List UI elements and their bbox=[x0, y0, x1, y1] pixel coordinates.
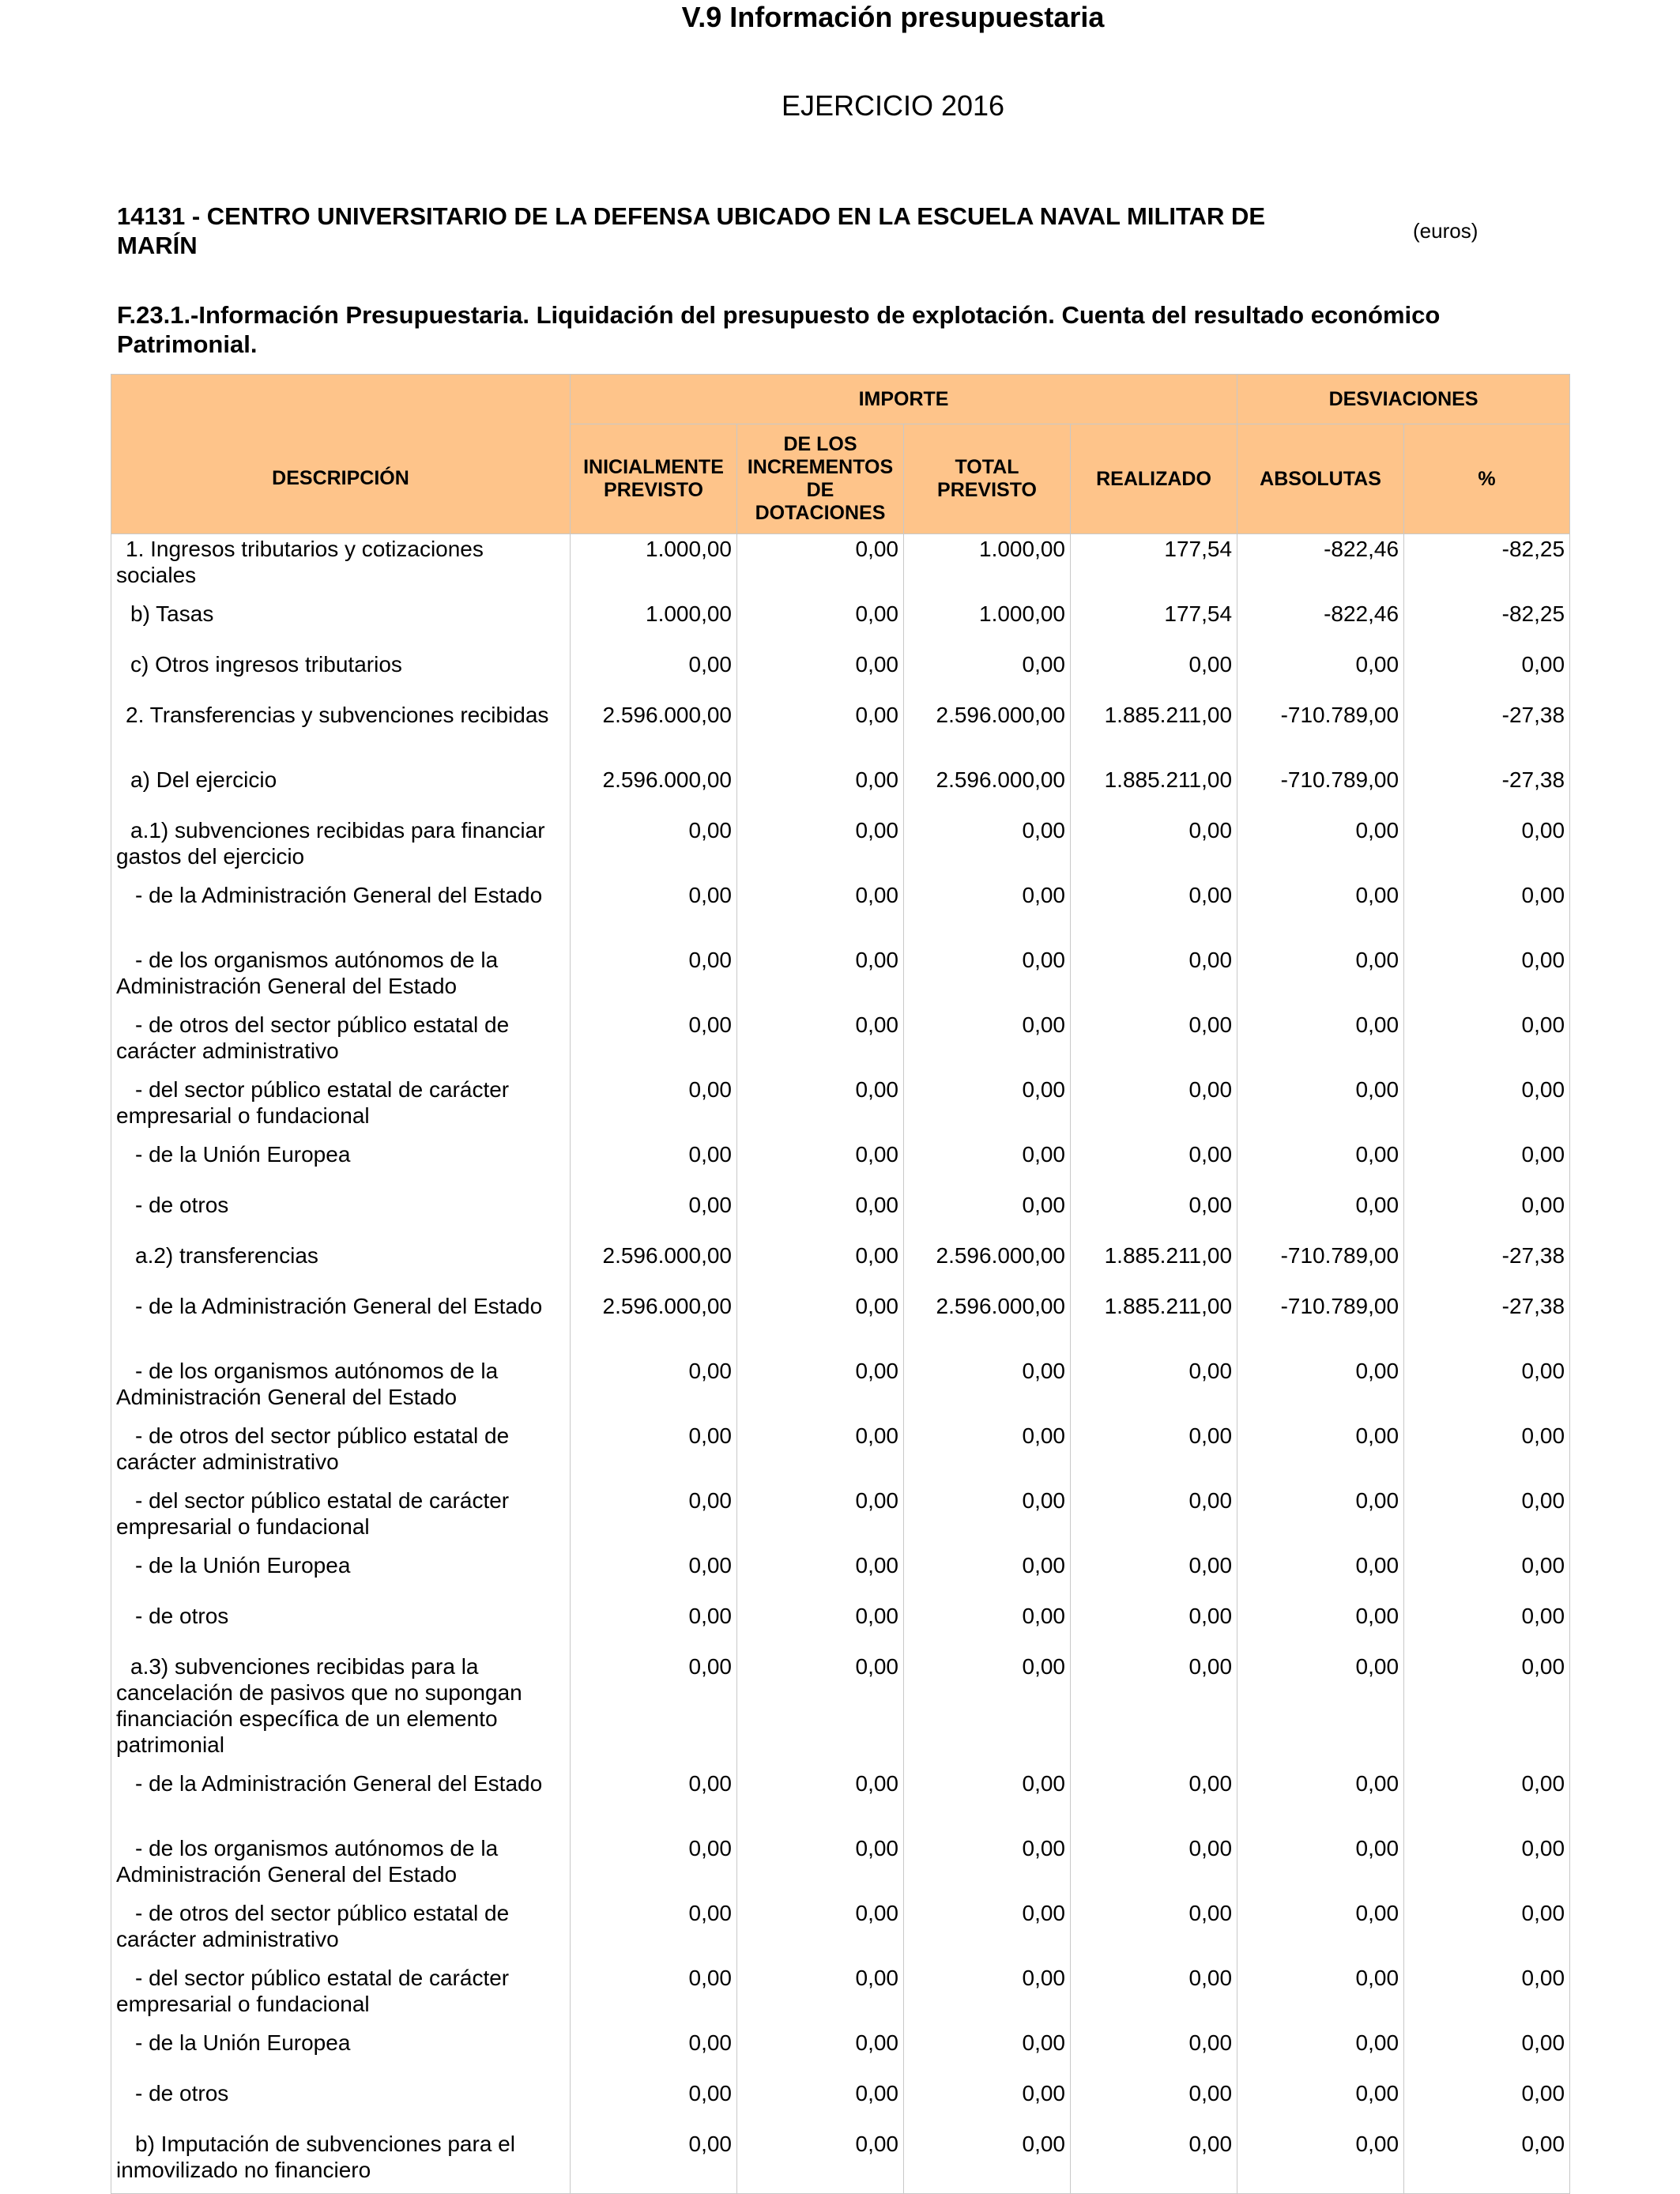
cell-inc: 0,00 bbox=[737, 816, 904, 880]
cell-tot: 0,00 bbox=[904, 1963, 1071, 2028]
cell-tot: 0,00 bbox=[904, 1421, 1071, 1486]
cell-abs: 0,00 bbox=[1237, 650, 1404, 700]
cell-rea: 0,00 bbox=[1071, 880, 1237, 945]
col-header-realizado: REALIZADO bbox=[1071, 424, 1237, 534]
table-row bbox=[111, 1486, 1570, 1551]
cell-rea: 0,00 bbox=[1071, 1898, 1237, 1963]
cell-ini: 0,00 bbox=[571, 880, 737, 945]
cell-tot: 0,00 bbox=[904, 1898, 1071, 1963]
budget-table-body bbox=[111, 534, 1570, 2194]
cell-pct: -27,38 bbox=[1404, 700, 1570, 765]
row-description: - de otros del sector público estatal de carácter administrativo bbox=[111, 1898, 571, 1963]
cell-tot: 0,00 bbox=[904, 880, 1071, 945]
cell-rea: 0,00 bbox=[1071, 650, 1237, 700]
table-row bbox=[111, 1601, 1570, 1652]
cell-ini: 2.596.000,00 bbox=[571, 700, 737, 765]
cell-ini: 0,00 bbox=[571, 2129, 737, 2194]
cell-rea: 0,00 bbox=[1071, 1140, 1237, 1190]
row-description: - del sector público estatal de carácter empresarial o fundacional bbox=[111, 1963, 571, 2028]
col-header-inicialmente-previsto: INICIALMENTE PREVISTO bbox=[571, 424, 737, 534]
row-description: - de la Unión Europea bbox=[111, 1551, 571, 1601]
cell-rea: 1.885.211,00 bbox=[1071, 700, 1237, 765]
group-header-importe: IMPORTE bbox=[571, 375, 1237, 424]
row-description: - de otros bbox=[111, 2079, 571, 2129]
cell-pct: -82,25 bbox=[1404, 534, 1570, 599]
cell-rea: 0,00 bbox=[1071, 2079, 1237, 2129]
cell-abs: 0,00 bbox=[1237, 1421, 1404, 1486]
cell-tot: 0,00 bbox=[904, 1356, 1071, 1421]
row-description: - de otros del sector público estatal de carácter administrativo bbox=[111, 1010, 571, 1075]
cell-ini: 1.000,00 bbox=[571, 534, 737, 599]
table-row bbox=[111, 599, 1570, 650]
table-row bbox=[111, 1652, 1570, 1769]
cell-pct: -27,38 bbox=[1404, 1291, 1570, 1356]
row-description: b) Tasas bbox=[111, 599, 571, 650]
row-description: - de otros bbox=[111, 1601, 571, 1652]
cell-ini: 0,00 bbox=[571, 816, 737, 880]
row-description: 1. Ingresos tributarios y cotizaciones sociales bbox=[111, 534, 571, 599]
group-header-desviaciones: DESVIACIONES bbox=[1237, 375, 1570, 424]
cell-pct: 0,00 bbox=[1404, 2129, 1570, 2194]
table-row bbox=[111, 1190, 1570, 1241]
table-row bbox=[111, 534, 1570, 599]
table-row bbox=[111, 700, 1570, 765]
cell-inc: 0,00 bbox=[737, 1356, 904, 1421]
cell-abs: 0,00 bbox=[1237, 1010, 1404, 1075]
cell-abs: -710.789,00 bbox=[1237, 765, 1404, 816]
table-row bbox=[111, 1356, 1570, 1421]
row-description: c) Otros ingresos tributarios bbox=[111, 650, 571, 700]
cell-abs: -710.789,00 bbox=[1237, 1291, 1404, 1356]
col-header-porcentaje: % bbox=[1404, 424, 1570, 534]
cell-abs: 0,00 bbox=[1237, 1356, 1404, 1421]
cell-inc: 0,00 bbox=[737, 534, 904, 599]
row-description: - de los organismos autónomos de la Administración General del Estado bbox=[111, 1834, 571, 1898]
cell-ini: 0,00 bbox=[571, 1010, 737, 1075]
row-description: - de la Administración General del Estado bbox=[111, 880, 571, 945]
cell-rea: 0,00 bbox=[1071, 945, 1237, 1010]
table-row bbox=[111, 1291, 1570, 1356]
cell-abs: 0,00 bbox=[1237, 880, 1404, 945]
row-description: 2. Transferencias y subvenciones recibidas bbox=[111, 700, 571, 765]
table-row bbox=[111, 1898, 1570, 1963]
cell-inc: 0,00 bbox=[737, 945, 904, 1010]
table-row bbox=[111, 2079, 1570, 2129]
row-description: a.1) subvenciones recibidas para financiar gastos del ejercicio bbox=[111, 816, 571, 880]
cell-inc: 0,00 bbox=[737, 1898, 904, 1963]
cell-inc: 0,00 bbox=[737, 650, 904, 700]
cell-pct: -82,25 bbox=[1404, 599, 1570, 650]
cell-inc: 0,00 bbox=[737, 599, 904, 650]
row-description: - de la Unión Europea bbox=[111, 2028, 571, 2079]
cell-abs: 0,00 bbox=[1237, 816, 1404, 880]
cell-tot: 0,00 bbox=[904, 1486, 1071, 1551]
cell-pct: 0,00 bbox=[1404, 2079, 1570, 2129]
cell-tot: 0,00 bbox=[904, 1075, 1071, 1140]
cell-tot: 0,00 bbox=[904, 2079, 1071, 2129]
cell-tot: 0,00 bbox=[904, 1140, 1071, 1190]
cell-tot: 1.000,00 bbox=[904, 534, 1071, 599]
col-header-total-previsto: TOTAL PREVISTO bbox=[904, 424, 1071, 534]
cell-abs: 0,00 bbox=[1237, 2079, 1404, 2129]
cell-pct: 0,00 bbox=[1404, 1140, 1570, 1190]
cell-abs: 0,00 bbox=[1237, 1075, 1404, 1140]
cell-tot: 0,00 bbox=[904, 1010, 1071, 1075]
cell-inc: 0,00 bbox=[737, 1421, 904, 1486]
table-row bbox=[111, 880, 1570, 945]
row-description: - de otros del sector público estatal de carácter administrativo bbox=[111, 1421, 571, 1486]
cell-tot: 0,00 bbox=[904, 2129, 1071, 2194]
cell-inc: 0,00 bbox=[737, 1291, 904, 1356]
cell-ini: 0,00 bbox=[571, 1486, 737, 1551]
cell-rea: 0,00 bbox=[1071, 1601, 1237, 1652]
cell-rea: 0,00 bbox=[1071, 1834, 1237, 1898]
row-description: - de la Unión Europea bbox=[111, 1140, 571, 1190]
table-row bbox=[111, 1010, 1570, 1075]
table-row bbox=[111, 1140, 1570, 1190]
cell-inc: 0,00 bbox=[737, 1486, 904, 1551]
cell-abs: 0,00 bbox=[1237, 1190, 1404, 1241]
cell-pct: 0,00 bbox=[1404, 1963, 1570, 2028]
table-row bbox=[111, 1551, 1570, 1601]
cell-inc: 0,00 bbox=[737, 1963, 904, 2028]
cell-ini: 0,00 bbox=[571, 650, 737, 700]
page-title: V.9 Información presupuestaria bbox=[681, 1, 1105, 33]
cell-inc: 0,00 bbox=[737, 2079, 904, 2129]
cell-pct: 0,00 bbox=[1404, 1769, 1570, 1834]
cell-pct: 0,00 bbox=[1404, 945, 1570, 1010]
cell-abs: 0,00 bbox=[1237, 1834, 1404, 1898]
table-row bbox=[111, 2129, 1570, 2194]
cell-rea: 1.885.211,00 bbox=[1071, 1241, 1237, 1291]
row-description: a.2) transferencias bbox=[111, 1241, 571, 1291]
table-row bbox=[111, 1241, 1570, 1291]
row-description: - de otros bbox=[111, 1190, 571, 1241]
table-row bbox=[111, 650, 1570, 700]
cell-pct: 0,00 bbox=[1404, 1075, 1570, 1140]
cell-pct: 0,00 bbox=[1404, 1190, 1570, 1241]
row-description: a) Del ejercicio bbox=[111, 765, 571, 816]
cell-rea: 0,00 bbox=[1071, 1551, 1237, 1601]
cell-inc: 0,00 bbox=[737, 2129, 904, 2194]
cell-rea: 177,54 bbox=[1071, 599, 1237, 650]
cell-pct: -27,38 bbox=[1404, 1241, 1570, 1291]
cell-inc: 0,00 bbox=[737, 765, 904, 816]
cell-ini: 0,00 bbox=[571, 1652, 737, 1769]
cell-pct: 0,00 bbox=[1404, 1551, 1570, 1601]
cell-abs: 0,00 bbox=[1237, 1551, 1404, 1601]
cell-abs: 0,00 bbox=[1237, 1140, 1404, 1190]
report-title: F.23.1.-Información Presupuestaria. Liquidación del presupuesto de explotación. Cuenta del resultado económico Patrimonial. bbox=[117, 301, 1441, 358]
cell-rea: 0,00 bbox=[1071, 2028, 1237, 2079]
cell-rea: 0,00 bbox=[1071, 2129, 1237, 2194]
cell-tot: 2.596.000,00 bbox=[904, 1241, 1071, 1291]
cell-abs: 0,00 bbox=[1237, 945, 1404, 1010]
cell-tot: 0,00 bbox=[904, 1601, 1071, 1652]
cell-ini: 0,00 bbox=[571, 945, 737, 1010]
cell-ini: 2.596.000,00 bbox=[571, 765, 737, 816]
budget-table bbox=[111, 374, 1570, 2194]
cell-tot: 0,00 bbox=[904, 816, 1071, 880]
currency-units: (euros) bbox=[1413, 219, 1478, 243]
cell-pct: 0,00 bbox=[1404, 816, 1570, 880]
cell-ini: 0,00 bbox=[571, 1898, 737, 1963]
cell-rea: 0,00 bbox=[1071, 1075, 1237, 1140]
cell-pct: 0,00 bbox=[1404, 1834, 1570, 1898]
entity-name: 14131 - CENTRO UNIVERSITARIO DE LA DEFENSA UBICADO EN LA ESCUELA NAVAL MILITAR DE MARÍN bbox=[117, 202, 1266, 259]
cell-tot: 2.596.000,00 bbox=[904, 1291, 1071, 1356]
cell-abs: -710.789,00 bbox=[1237, 1241, 1404, 1291]
cell-rea: 1.885.211,00 bbox=[1071, 1291, 1237, 1356]
cell-inc: 0,00 bbox=[737, 1010, 904, 1075]
cell-pct: 0,00 bbox=[1404, 650, 1570, 700]
cell-abs: -822,46 bbox=[1237, 534, 1404, 599]
cell-inc: 0,00 bbox=[737, 1551, 904, 1601]
cell-pct: -27,38 bbox=[1404, 765, 1570, 816]
cell-pct: 0,00 bbox=[1404, 1898, 1570, 1963]
cell-pct: 0,00 bbox=[1404, 1601, 1570, 1652]
cell-inc: 0,00 bbox=[737, 1075, 904, 1140]
cell-ini: 0,00 bbox=[571, 1075, 737, 1140]
cell-pct: 0,00 bbox=[1404, 1486, 1570, 1551]
cell-abs: 0,00 bbox=[1237, 1652, 1404, 1769]
cell-ini: 0,00 bbox=[571, 2079, 737, 2129]
row-description: - de la Administración General del Estado bbox=[111, 1769, 571, 1834]
cell-abs: 0,00 bbox=[1237, 1963, 1404, 2028]
table-row bbox=[111, 816, 1570, 880]
cell-inc: 0,00 bbox=[737, 1241, 904, 1291]
cell-pct: 0,00 bbox=[1404, 1652, 1570, 1769]
col-header-absolutas: ABSOLUTAS bbox=[1237, 424, 1404, 534]
fiscal-year: EJERCICIO 2016 bbox=[781, 89, 1005, 122]
cell-rea: 177,54 bbox=[1071, 534, 1237, 599]
cell-tot: 0,00 bbox=[904, 2028, 1071, 2079]
cell-ini: 2.596.000,00 bbox=[571, 1241, 737, 1291]
cell-tot: 0,00 bbox=[904, 945, 1071, 1010]
cell-abs: 0,00 bbox=[1237, 1601, 1404, 1652]
table-row bbox=[111, 765, 1570, 816]
cell-ini: 0,00 bbox=[571, 2028, 737, 2079]
cell-abs: -822,46 bbox=[1237, 599, 1404, 650]
cell-pct: 0,00 bbox=[1404, 1421, 1570, 1486]
cell-abs: 0,00 bbox=[1237, 1769, 1404, 1834]
cell-abs: 0,00 bbox=[1237, 1898, 1404, 1963]
cell-inc: 0,00 bbox=[737, 1601, 904, 1652]
cell-inc: 0,00 bbox=[737, 1140, 904, 1190]
row-description: - de los organismos autónomos de la Administración General del Estado bbox=[111, 945, 571, 1010]
cell-ini: 2.596.000,00 bbox=[571, 1291, 737, 1356]
row-description: b) Imputación de subvenciones para el inmovilizado no financiero bbox=[111, 2129, 571, 2194]
cell-rea: 0,00 bbox=[1071, 1010, 1237, 1075]
cell-rea: 0,00 bbox=[1071, 1486, 1237, 1551]
cell-pct: 0,00 bbox=[1404, 2028, 1570, 2079]
cell-rea: 0,00 bbox=[1071, 1652, 1237, 1769]
table-row bbox=[111, 1834, 1570, 1898]
cell-inc: 0,00 bbox=[737, 880, 904, 945]
cell-abs: -710.789,00 bbox=[1237, 700, 1404, 765]
table-row bbox=[111, 1421, 1570, 1486]
cell-ini: 0,00 bbox=[571, 1356, 737, 1421]
cell-ini: 0,00 bbox=[571, 1551, 737, 1601]
row-description: a.3) subvenciones recibidas para la cancelación de pasivos que no supongan financiación específica de un elemento patrimonial bbox=[111, 1652, 571, 1769]
cell-rea: 1.885.211,00 bbox=[1071, 765, 1237, 816]
cell-rea: 0,00 bbox=[1071, 1421, 1237, 1486]
cell-inc: 0,00 bbox=[737, 1652, 904, 1769]
cell-tot: 2.596.000,00 bbox=[904, 765, 1071, 816]
cell-ini: 0,00 bbox=[571, 1601, 737, 1652]
table-row bbox=[111, 1075, 1570, 1140]
row-description: - de los organismos autónomos de la Administración General del Estado bbox=[111, 1356, 571, 1421]
cell-inc: 0,00 bbox=[737, 1769, 904, 1834]
cell-ini: 0,00 bbox=[571, 1769, 737, 1834]
cell-abs: 0,00 bbox=[1237, 2028, 1404, 2079]
cell-inc: 0,00 bbox=[737, 1190, 904, 1241]
cell-abs: 0,00 bbox=[1237, 1486, 1404, 1551]
row-description: - del sector público estatal de carácter empresarial o fundacional bbox=[111, 1486, 571, 1551]
cell-pct: 0,00 bbox=[1404, 1010, 1570, 1075]
table-row bbox=[111, 945, 1570, 1010]
row-description: - de la Administración General del Estado bbox=[111, 1291, 571, 1356]
cell-tot: 0,00 bbox=[904, 1652, 1071, 1769]
col-header-incrementos: DE LOS INCREMENTOS DE DOTACIONES bbox=[737, 424, 904, 534]
cell-tot: 0,00 bbox=[904, 1834, 1071, 1898]
table-row bbox=[111, 2028, 1570, 2079]
cell-ini: 0,00 bbox=[571, 1190, 737, 1241]
cell-abs: 0,00 bbox=[1237, 2129, 1404, 2194]
cell-inc: 0,00 bbox=[737, 1834, 904, 1898]
cell-ini: 0,00 bbox=[571, 1963, 737, 2028]
cell-tot: 2.596.000,00 bbox=[904, 700, 1071, 765]
cell-rea: 0,00 bbox=[1071, 1769, 1237, 1834]
col-header-descripcion: DESCRIPCIÓN bbox=[111, 375, 571, 534]
cell-ini: 0,00 bbox=[571, 1140, 737, 1190]
cell-pct: 0,00 bbox=[1404, 880, 1570, 945]
cell-rea: 0,00 bbox=[1071, 816, 1237, 880]
cell-tot: 0,00 bbox=[904, 1190, 1071, 1241]
cell-inc: 0,00 bbox=[737, 700, 904, 765]
cell-tot: 0,00 bbox=[904, 1551, 1071, 1601]
table-row bbox=[111, 1963, 1570, 2028]
cell-pct: 0,00 bbox=[1404, 1356, 1570, 1421]
cell-tot: 0,00 bbox=[904, 1769, 1071, 1834]
cell-tot: 1.000,00 bbox=[904, 599, 1071, 650]
cell-rea: 0,00 bbox=[1071, 1356, 1237, 1421]
cell-inc: 0,00 bbox=[737, 2028, 904, 2079]
cell-tot: 0,00 bbox=[904, 650, 1071, 700]
cell-ini: 0,00 bbox=[571, 1421, 737, 1486]
cell-rea: 0,00 bbox=[1071, 1190, 1237, 1241]
table-row bbox=[111, 1769, 1570, 1834]
cell-ini: 1.000,00 bbox=[571, 599, 737, 650]
row-description: - del sector público estatal de carácter empresarial o fundacional bbox=[111, 1075, 571, 1140]
cell-rea: 0,00 bbox=[1071, 1963, 1237, 2028]
cell-ini: 0,00 bbox=[571, 1834, 737, 1898]
